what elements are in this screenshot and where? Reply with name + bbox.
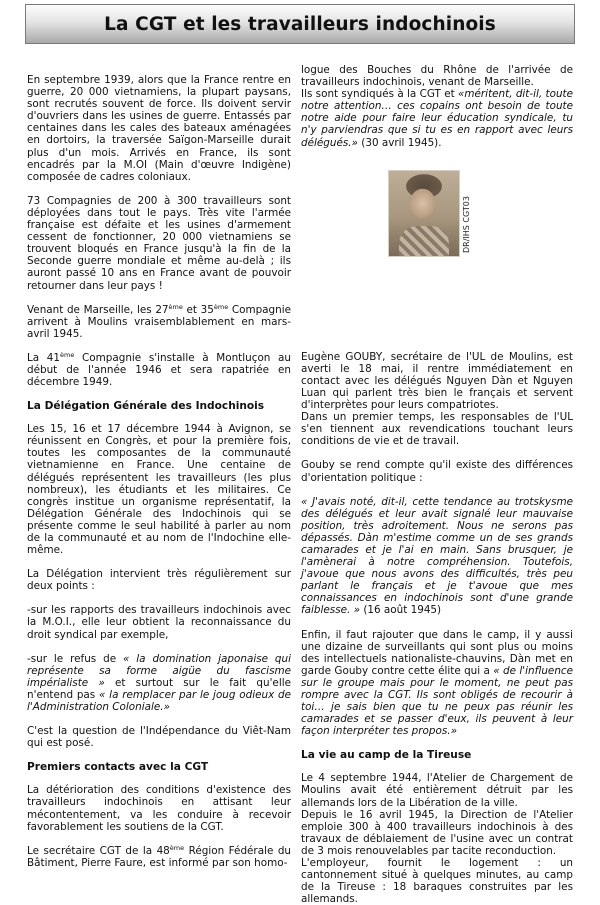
paragraph: C'est la question de l'Indépendance du Viêt-Nam qui est posé. — [27, 725, 291, 750]
paragraph — [27, 653, 291, 713]
superscript: ème — [168, 302, 183, 311]
paragraph: Dans un premier temps, les responsables de l'UL s'en tiennent aux revendications touchant leurs conditions de vie et de travail. — [301, 411, 573, 448]
text: Ils sont syndiqués à la CGT et — [301, 88, 458, 101]
superscript: ème — [213, 302, 229, 311]
right-column — [301, 64, 573, 905]
quote: « la domination japonaise qui représente sa forme aigüe du fascisme impérialiste » — [27, 652, 291, 689]
superscript: ème — [60, 350, 75, 359]
text: Venant de Marseille, les 27 — [27, 303, 169, 316]
title-banner — [25, 4, 575, 44]
quote: «méritent, dit-il, toute notre attention… ces copains ont besoin de toute notre aide pour faire leur éducation syndicale, tu n'y parviendras que si tu es en rapport avec leurs délégués.» — [301, 88, 573, 149]
left-column — [27, 74, 291, 881]
portrait-photo — [388, 170, 460, 257]
page-title: La CGT et les travailleurs indochinois — [104, 13, 496, 35]
text: Compagnie arrivent à Moulins vraisemblablement en mars-avril 1945. — [27, 303, 292, 340]
paragraph — [27, 352, 291, 388]
paragraph — [301, 88, 573, 148]
section-heading: Premiers contacts avec la CGT — [27, 761, 209, 774]
quote: « de l'influence sur le groupe mais pour le moment, ne peut pas rompre avec la CGT. Ils sont obligés de recourir à toi… je sais bien que tu ne peux pas réunir les camarades et se passer d'eux, ils peuvent à leur façon interpréter tes propos.» — [301, 664, 574, 738]
scarf-detail — [399, 226, 449, 256]
text: Le secrétaire CGT de la 48 — [27, 844, 170, 857]
paragraph — [301, 496, 573, 617]
text: Enfin, il faut rajouter que dans le camp, il y aussi une dizaine de surveillants qui sont plus ou moins des intellectuels nationaliste-chauvins, Dàn met en garde Gouby contre cette élite qui a — [301, 628, 573, 677]
paragraph: Les 15, 16 et 17 décembre 1944 à Avignon, se réunissent en Congrès, et pour la première fois, toutes les composantes de la communauté vietnamienne en France. Une centaine de délégués représentent les travailleurs (les plus nombreux), les étudiants et les militaires. Ce congrès institue un organisme représentatif, la Délégation Générale des Indochinois qui se présente comme le seul habilité à parler au nom de la communauté et au nom de l'Indochine elle-même. — [27, 423, 291, 557]
paragraph: En septembre 1939, alors que la France rentre en guerre, 20 000 vietnamiens, la plupart paysans, sont recrutés souvent de force. Ils doivent servir d'ouvriers dans les usines de guerre. Entassés par centaines dans les cales des bateaux aménagées en dortoirs, la traversée Saïgon-Marseille durait plus d'un mois. Arrivés en France, ils sont encadrés par la M.OI (Main d'œuvre Indigène) composée de cadres coloniaux. — [27, 74, 291, 183]
photo-block — [301, 161, 573, 351]
paragraph — [301, 629, 573, 738]
quote: « la remplacer par le joug odieux de l'Administration Coloniale.» — [27, 688, 291, 714]
paragraph: logue des Bouches du Rhône de l'arrivée de travailleurs indochinois, venant de Marseille. — [301, 64, 573, 89]
text: -sur le refus de — [27, 652, 123, 665]
paragraph — [27, 845, 291, 869]
text: La 41 — [27, 351, 61, 364]
section-heading: La vie au camp de la Tireuse — [301, 749, 472, 762]
quote: « J'avais noté, dit-il, cette tendance au trotskysme des délégués et leur avait signalé leur mauvaise position, très adroitement. Nous ne serons pas dépassés. Dàn m'estime comme un de ses grands camarades et je l'ai en main. Sans brusquer, je l'amènerai à notre compréhension. Toutefois, j'avoue que nous avons des difficultés, très peu parlant le français et je t'avoue que mes connaissances en indochinois sont d'une grande faiblesse. » — [301, 495, 573, 617]
text: (30 avril 1945). — [357, 136, 442, 149]
text: Région Fédérale du Bâtiment, Pierre Faure, est informé par son homo- — [27, 844, 291, 869]
text: et surtout sur le fait qu'elle n'entend pas — [27, 676, 291, 701]
photo-credit: DR/IHS CGT03 — [462, 195, 471, 253]
paragraph: La Délégation intervient très régulièrement sur deux points : — [27, 568, 291, 593]
paragraph: La détérioration des conditions d'existence des travailleurs indochinois en attisant leur mécontentement, va les conduire à recevoir favorablement les soutiens de la CGT. — [27, 784, 291, 833]
paragraph: Le 4 septembre 1944, l'Atelier de Chargement de Moulins avait été entièrement détruit par les allemands lors de la Libération de la ville. — [301, 772, 573, 809]
paragraph: 73 Compagnies de 200 à 300 travailleurs sont déployées dans tout le pays. Très vite l'armée française est défaite et les usines d'armement cessent de fonctionner, 20 000 vietnamiens se trouvent bloqués en France jusqu'à la fin de la Seconde guerre mondiale et même au-delà ; ils auront passé 10 ans en France avant de pouvoir retourner dans leur pays ! — [27, 194, 291, 292]
text: et 35 — [182, 303, 214, 316]
paragraph: -sur les rapports des travailleurs indochinois avec la M.O.I., elle leur obtient la reconnaissance du droit syndical par exemple, — [27, 604, 291, 641]
superscript: ème — [169, 843, 185, 852]
paragraph: Gouby se rend compte qu'il existe des différences d'orientation politique : — [301, 459, 573, 484]
paragraph: Eugène GOUBY, secrétaire de l'UL de Moulins, est averti le 18 mai, il rentre immédiatement en contact avec les délégués Nguyen Dàn et Nguyen Luan qui parlent très bien le français et servent d'interprètes pour leurs compatriotes. — [301, 350, 573, 412]
text: Compagnie s'installe à Montluçon au début de l'année 1946 et sera rapatriée en décembre 1949. — [27, 351, 291, 389]
text: (16 août 1945) — [360, 604, 442, 617]
paragraph — [27, 304, 291, 340]
section-heading: La Délégation Générale des Indochinois — [27, 400, 265, 413]
paragraph: L'employeur, fournit le logement : un cantonnement situé à quelques minutes, au camp de la Tireuse : 18 baraques construites par les allemands. — [301, 857, 573, 905]
paragraph: Depuis le 16 avril 1945, la Direction de l'Atelier emploie 300 à 400 travailleurs indochinois à des travaux de déblaiement de l'usine avec un contrat de 3 mois renouvelables par tacite reconduction. — [301, 808, 573, 857]
